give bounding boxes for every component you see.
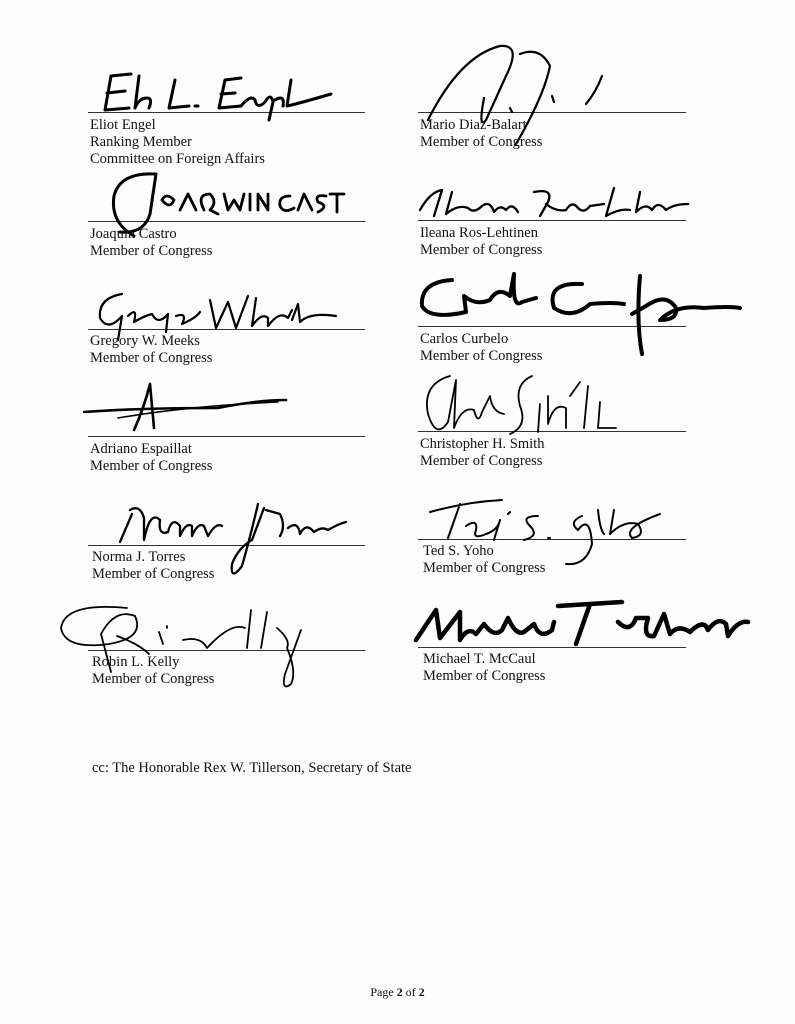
page-footer (0, 985, 795, 1000)
signature-line (88, 112, 365, 113)
signatory-name: Eliot Engel (90, 117, 156, 133)
signatory-title: Member of Congress (90, 243, 213, 259)
signatory-title: Member of Congress (90, 350, 213, 366)
signatory-title: Member of Congress (423, 668, 546, 684)
signatory-name: Joaquin Castro (90, 226, 177, 242)
signatory-title: Member of Congress (423, 560, 546, 576)
signatory-name: Adriano Espaillat (90, 441, 192, 457)
signatory-name: Mario Diaz-Balart (420, 117, 527, 133)
signatory-title: Member of Congress (420, 134, 543, 150)
signatory-name: Carlos Curbelo (420, 331, 509, 347)
signature-line (88, 545, 365, 546)
footer-page-total: 2 (418, 985, 425, 999)
footer-of: of (402, 985, 419, 999)
signature-line (418, 112, 686, 113)
signatory-title: Member of Congress (90, 458, 213, 474)
signatory-name: Ted S. Yoho (423, 543, 494, 559)
signatory-name: Ileana Ros-Lehtinen (420, 225, 538, 241)
footer-prefix: Page (370, 985, 397, 999)
signature-line (88, 329, 365, 330)
signature-line (418, 539, 686, 540)
signature-line (418, 431, 686, 432)
signatory-name: Christopher H. Smith (420, 436, 545, 452)
signatory-title: Member of Congress (92, 566, 215, 582)
signatory-name: Gregory W. Meeks (90, 333, 200, 349)
signatory-title: Ranking Member (90, 134, 192, 150)
signature-line (88, 436, 365, 437)
signature-line (418, 647, 686, 648)
signatory-name: Norma J. Torres (92, 549, 186, 565)
signatory-name: Robin L. Kelly (92, 654, 180, 670)
signature-line (418, 220, 686, 221)
signatory-title: Member of Congress (420, 348, 543, 364)
signatory-committee: Committee on Foreign Affairs (90, 151, 265, 167)
footer-page-number: 2 (396, 985, 403, 999)
signatory-title: Member of Congress (420, 453, 543, 469)
signatory-name: Michael T. McCaul (423, 651, 536, 667)
signature-smith (420, 362, 620, 446)
signature-espaillat (78, 378, 308, 438)
cc-line: cc: The Honorable Rex W. Tillerson, Secretary of State (92, 760, 412, 776)
signature-line (88, 650, 365, 651)
signatory-title: Member of Congress (420, 242, 543, 258)
signature-line (88, 221, 365, 222)
signatory-title: Member of Congress (92, 671, 215, 687)
signature-line (418, 326, 686, 327)
